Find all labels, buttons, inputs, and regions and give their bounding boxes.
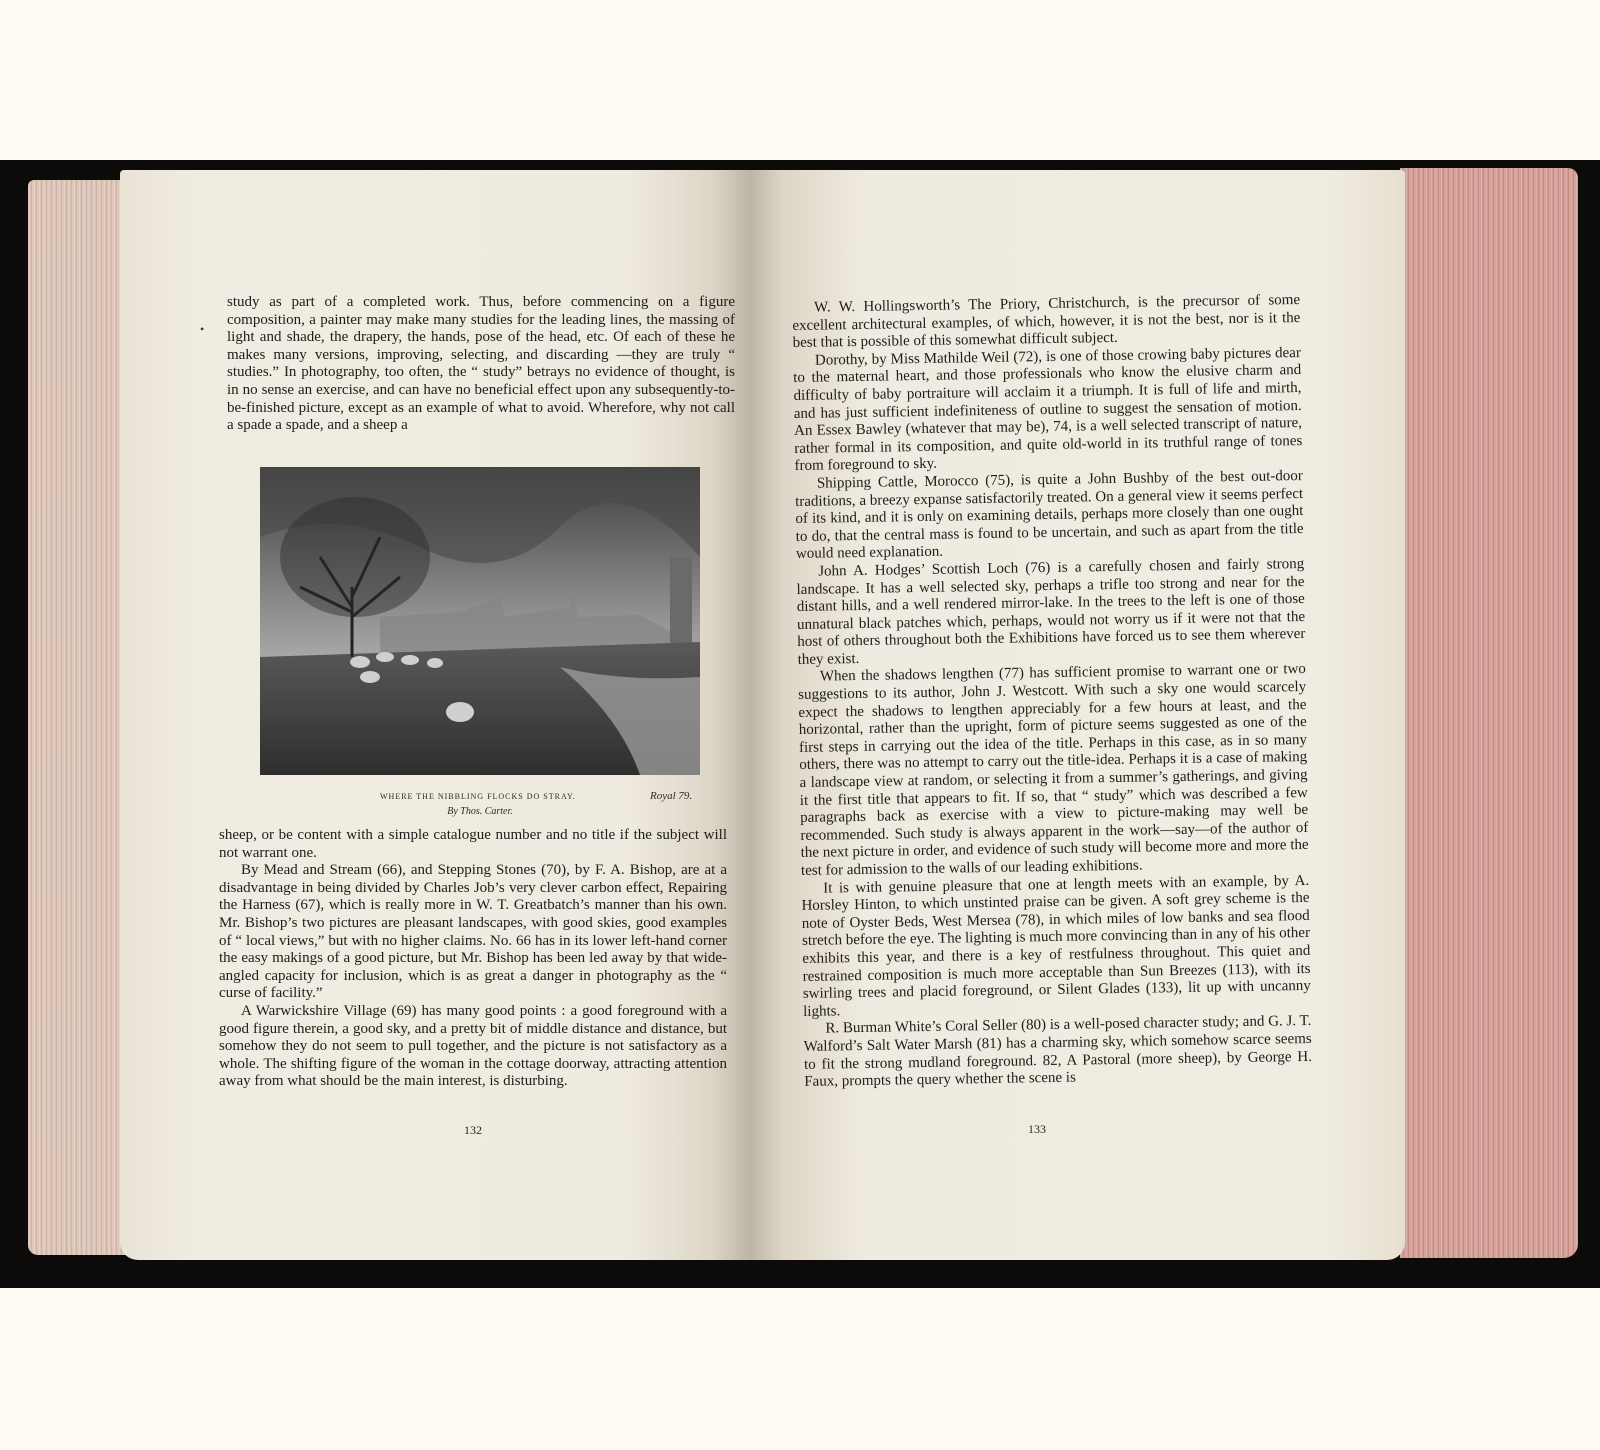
paragraph: Dorothy, by Miss Mathilde Weil (72), is one of those crowing baby pictures dear to the maternal heart, and those professionals who know the elusive charm and difficulty of baby portraiture will acclaim it a triumph. It is full of life and mirth, and has just sufficient indefiniteness of outline to suggest the sensation of motion. An Essex Bawley (whatever that may be), 74, is a well selected transcript of nature, rather formal in its composition, and quite old-world in its truthful range of tones from foreground to sky. [793, 344, 1303, 475]
paragraph: It is with genuine pleasure that one at length meets with an example, by A. Horsley Hinton, to which unstinted praise can be given. A soft grey scheme is the note of Oyster Beds, West Mersea (78), in which miles of low banks and sea flood stretch before the eye. The lighting is much more convincing than in any of his other exhibits this year, and there is a key of restfulness throughout. This quiet and restrained composition is much more acceptable than Sun Breezes (113), with its swirling trees and placid foreground, or Silent Glades (133), lit up with uncanny lights. [801, 872, 1311, 1020]
paragraph: sheep, or be content with a simple catalogue number and no title if the subject will not warrant one. [219, 827, 727, 861]
left-text-top [227, 294, 735, 435]
right-text [792, 292, 1312, 1092]
margin-dot: • [200, 322, 205, 336]
right-page [750, 170, 1405, 1260]
page-number-left: 132 [464, 1123, 482, 1137]
page-edges-left [28, 180, 128, 1255]
page-edges-right [1400, 168, 1578, 1258]
plate-caption-credit: By Thos. Carter. [447, 806, 513, 817]
left-page [120, 170, 750, 1260]
paragraph: When the shadows lengthen (77) has sufficient promise to warrant one or two suggestions to its author, John J. Westcott. With such a sky one would scarcely expect the shadows to lengthen appreciably for a few hours at least, and the horizontal, rather than the upright, form of picture seems suggested as one of the first steps in carrying out the idea of the title. Perhaps in this case, as in so many others, there was no attempt to carry out the title-idea. Perhaps it is a case of making a landscape view at random, or selecting it from a summer’s gatherings, and giving it the first title that appears to fit. If so, that “ study” which was described a few paragraphs back as exercise with a view to picture-making may well be recommended. Such study is always apparent in the work—say—of the author of the next picture in order, and evidence of such study will become more and more the test for admission to the walls of our leading exhibitions. [798, 661, 1309, 879]
paragraph: John A. Hodges’ Scottish Loch (76) is a carefully chosen and fairly strong landscape. It has a well selected sky, perhaps a trifle too strong and near for the distant hills, and a well rendered mirror-lake. In the trees to the left is one of those unnatural black patches which, perhaps, would not worry us if it were not that the host of others throughout both the Exhibitions have forced us to see them wherever they exist. [796, 555, 1306, 668]
paragraph: Shipping Cattle, Morocco (75), is quite a John Bushby of the best out-door traditions, a breezy expanse satisfactorily treated. On a general view it seems perfect of its kind, and it is only on examining details, perhaps more closely than one ought to do, that the central mass is found to be uncertain, and such as apart from the title would need explanation. [795, 467, 1304, 563]
paragraph: study as part of a completed work. Thus, before commencing on a figure composition, a painter may make many studies for the leading lines, the massing of light and shade, the drapery, the hands, pose of the head, etc. Of each of these he makes many versions, improving, selecting, and discarding —they are truly “ studies.” In photography, too often, the “ study” betrays no evidence of thought, is in no sense an exercise, and can have no beneficial effect upon any subsequently-to-be-finished picture, except as an example of what to avoid. Wherefore, why not call a spade a spade, and a sheep a [227, 294, 735, 434]
left-text-bottom [219, 827, 727, 1091]
page-number-right: 133 [1028, 1122, 1046, 1136]
paragraph: W. W. Hollingsworth’s The Priory, Christchurch, is the precursor of some excellent architectural examples, of which, however, it is not the best, nor is it the best that is possible of this somewhat difficult subject. [792, 292, 1301, 352]
paragraph: By Mead and Stream (66), and Stepping Stones (70), by F. A. Bishop, are at a disadvantage in being divided by Charles Job’s very clever carbon effect, Repairing the Harness (67), which is really more in W. T. Greatbatch’s manner than his own. Mr. Bishop’s two pictures are pleasant landscapes, with good skies, good examples of “ local views,” but with no higher claims. No. 66 has in its lower left-hand corner the easy makings of a good picture, but Mr. Bishop has been led away by that wide-angled capacity for inclusion, which is as great a danger in photography as the “ curse of facility.” [219, 862, 727, 1002]
plate-caption-title: WHERE THE NIBBLING FLOCKS DO STRAY. [380, 792, 576, 801]
paragraph: R. Burman White’s Coral Seller (80) is a well-posed character study; and G. J. T. Walford’s Salt Water Marsh (81) has a charming sky, which somehow scarce seems to fit the strong mudland foreground. 82, A Pastoral (more sheep), by George H. Faux, prompts the query whether the scene is [803, 1013, 1313, 1091]
paragraph: A Warwickshire Village (69) has many good points : a good foreground with a good figure therein, a good sky, and a pretty bit of middle distance and distance, but somehow they do not seem to pull together, and the picture is not satisfactory as a whole. The shifting figure of the woman in the cottage doorway, attracting attention away from what should be the main interest, is disturbing. [219, 1002, 727, 1090]
plate-caption-source: Royal 79. [650, 790, 693, 802]
open-book [0, 160, 1600, 1288]
landscape-plate-image [260, 467, 700, 775]
